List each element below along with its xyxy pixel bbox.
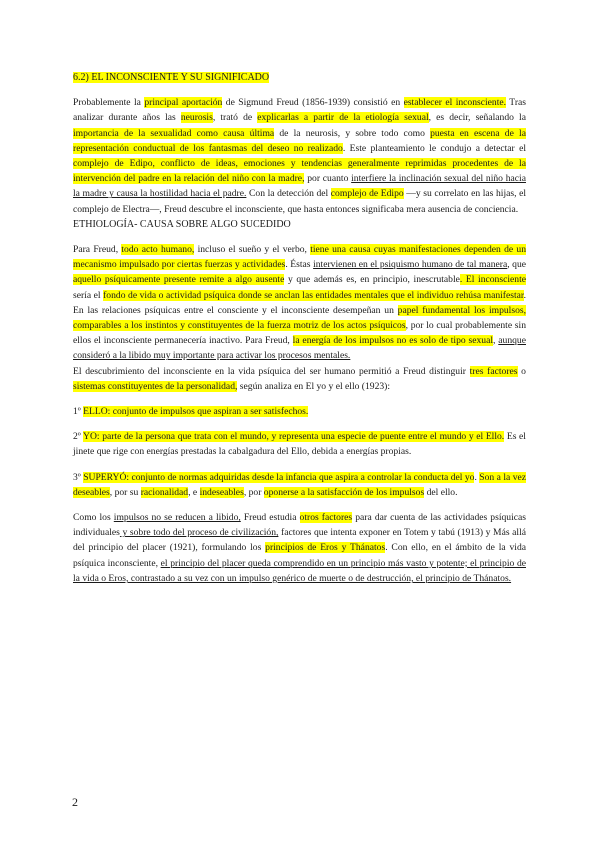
text-run: Freud estudia — [240, 512, 300, 524]
highlighted-text: . El inconsciente — [459, 274, 526, 286]
text-run: de Sigmund Freud (1856-1939) consistió en — [222, 97, 404, 109]
underlined-text: interfiere la inclinación sexual del niño hacia la madre y causa la hostilidad hacia el padre. — [73, 173, 526, 200]
text-run: , es decir, señalando la — [428, 112, 526, 124]
text-run: Con la detección del — [246, 188, 331, 200]
list-item-superyo — [73, 470, 526, 500]
highlighted-text: principal aportación — [144, 97, 223, 109]
underlined-text: intervienen en el psiquismo humano de tal manera — [313, 259, 508, 271]
text-run: por cuanto — [304, 173, 352, 185]
paragraph-factors — [73, 364, 526, 394]
highlighted-text: todo acto humano, — [121, 244, 195, 256]
section-title — [73, 70, 526, 85]
section-title-text: 6.2) EL INCONSCIENTE Y SU SIGNIFICADO — [73, 72, 270, 83]
highlighted-text: indeseables — [199, 486, 244, 498]
highlighted-text: YO: parte de la persona que trata con el mundo, y representa una especie de puente entre el mundo y el Ello. — [83, 431, 505, 443]
text-run: para dar cuenta de las actividades psíquicas individuales — [73, 512, 527, 539]
highlighted-text: papel fundamental los impulsos, comparables a los instintos y constituyentes de la fuerza motriz de los actos psíquicos — [73, 304, 526, 332]
text-run: del ello. — [424, 486, 458, 498]
highlighted-text: SUPERYÓ: conjunto de normas adquiridas desde la infancia que aspira a controlar la conducta del yo — [83, 471, 475, 483]
text-run: . Éstas — [285, 259, 314, 271]
underlined-text: impulsos no se reducen a libido, — [113, 512, 241, 524]
list-item-yo — [73, 429, 526, 459]
text-run: de la neurosis, y sobre todo como — [274, 127, 431, 139]
text-run: , por — [243, 486, 264, 498]
underlined-text: el principio del placer queda comprendido en un principio más vasto y potente; el principio de la vida o Eros, contrastado a su vez con un impulso genérico de muerte o de destrucción, el principio de Thánatos. — [73, 557, 526, 584]
text-run: 1º — [73, 406, 84, 418]
highlighted-text: fondo de vida o actividad psíquica donde se anclan las entidades mentales que el individuo rehúsa manifestar — [103, 289, 524, 301]
text-run: 2º — [73, 431, 84, 443]
highlighted-text: tres factores — [469, 365, 518, 377]
text-run: según analiza en El yo y el ello (1923): — [237, 380, 391, 392]
highlighted-text: sistemas constituyentes de la personalidad, — [73, 380, 238, 392]
text-run: y que además es, en principio, inescrutable — [284, 274, 460, 286]
text-run: , por lo cual probablemente sin ellos el inconsciente permanecería inactivo. Para Freud, — [73, 320, 526, 347]
text-run: , e — [188, 486, 200, 498]
paragraph-intro — [73, 95, 526, 217]
text-run: o — [517, 365, 526, 377]
text-run: . Con ello, en el ámbito de la vida psíquica inconsciente, — [73, 542, 527, 569]
highlighted-text: tiene una causa cuyas manifestaciones dependen de un mecanismo impulsado por ciertas fuerzas y actividades — [73, 244, 527, 271]
text-run: Como los — [73, 512, 114, 524]
text-run: —y su correlato en las hijas, el complejo de Electra—, Freud descubre el inconsciente, que hasta entonces significaba mera ausencia de conciencia. — [73, 188, 527, 215]
highlighted-text: Son a la vez deseables — [73, 471, 527, 498]
paragraph-eros-thanatos — [73, 510, 526, 586]
highlighted-text: neurosis — [180, 112, 213, 124]
highlighted-text: ELLO: conjunto de impulsos que aspiran a ser satisfechos. — [83, 406, 309, 418]
text-run: , — [493, 335, 499, 347]
text-run: , que — [507, 259, 527, 271]
paragraph-etiology — [73, 242, 526, 364]
highlighted-text: explicarlas a partir de la etiología sexual — [257, 112, 429, 124]
highlighted-text: establecer el inconsciente. — [403, 97, 507, 109]
text-run: , trató de — [212, 112, 258, 124]
text-run: . En las relaciones psíquicas entre el consciente y el inconsciente desempeñan un — [73, 289, 526, 316]
highlighted-text: la energía de los impulsos no es solo de tipo sexual — [292, 335, 494, 347]
text-run: incluso el sueño y el verbo, — [194, 244, 311, 256]
highlighted-text: oponerse a la satisfacción de los impulsos — [263, 486, 425, 498]
text-run: sería el — [73, 289, 104, 301]
highlighted-text: complejo de Edipo, conflicto de ideas, emociones y tendencias generalmente reprimidas procedentes de la intervención del padre en la relación del niño con la madre, — [73, 158, 526, 185]
text-run: , por su — [109, 486, 141, 498]
text-run: factores que intenta exponer en Totem y tabú (1913) y Más allá del principio del placer (1921), formulando los — [73, 527, 527, 554]
text-run: 3º — [73, 471, 84, 483]
text-run: Para Freud, — [73, 244, 122, 256]
text-run: Probablemente la — [73, 97, 145, 109]
highlighted-text: aquello psíquicamente presente remite a algo ausente — [73, 274, 285, 286]
highlighted-text: otros factores — [299, 512, 353, 524]
page-number: 2 — [72, 795, 78, 809]
underlined-text: y sobre todo del proceso de civilización, — [119, 527, 279, 539]
text-run: El descubrimiento del inconsciente en la vida psíquica del ser humano permitió a Freud distinguir — [73, 365, 470, 377]
highlighted-text: racionalidad — [140, 486, 189, 498]
text-run: . Este planteamiento le condujo a detectar el — [342, 142, 526, 154]
text-run: . — [474, 471, 480, 483]
underlined-text: aunque consideró a la libido muy importante para activar los procesos mentales. — [73, 335, 526, 362]
highlighted-text: importancia de la sexualidad como causa última — [73, 127, 275, 139]
highlighted-text: principios de Eros y Thánatos — [265, 542, 386, 554]
document-body — [73, 70, 526, 586]
text-run: Es el jinete que rige con energías prestadas la cabalgadura del Ello, debida a energías propias. — [73, 431, 526, 458]
highlighted-text: complejo de Edipo — [330, 188, 404, 200]
list-item-ello — [73, 404, 526, 419]
subheading: ETHIOLOGÍA- CAUSA SOBRE ALGO SUCEDIDO — [73, 218, 291, 230]
text-run: Tras analizar durante años las — [73, 97, 527, 124]
highlighted-text: puesta en escena de la representación conductual de los fantasmas del deseo no realizado — [73, 127, 526, 154]
